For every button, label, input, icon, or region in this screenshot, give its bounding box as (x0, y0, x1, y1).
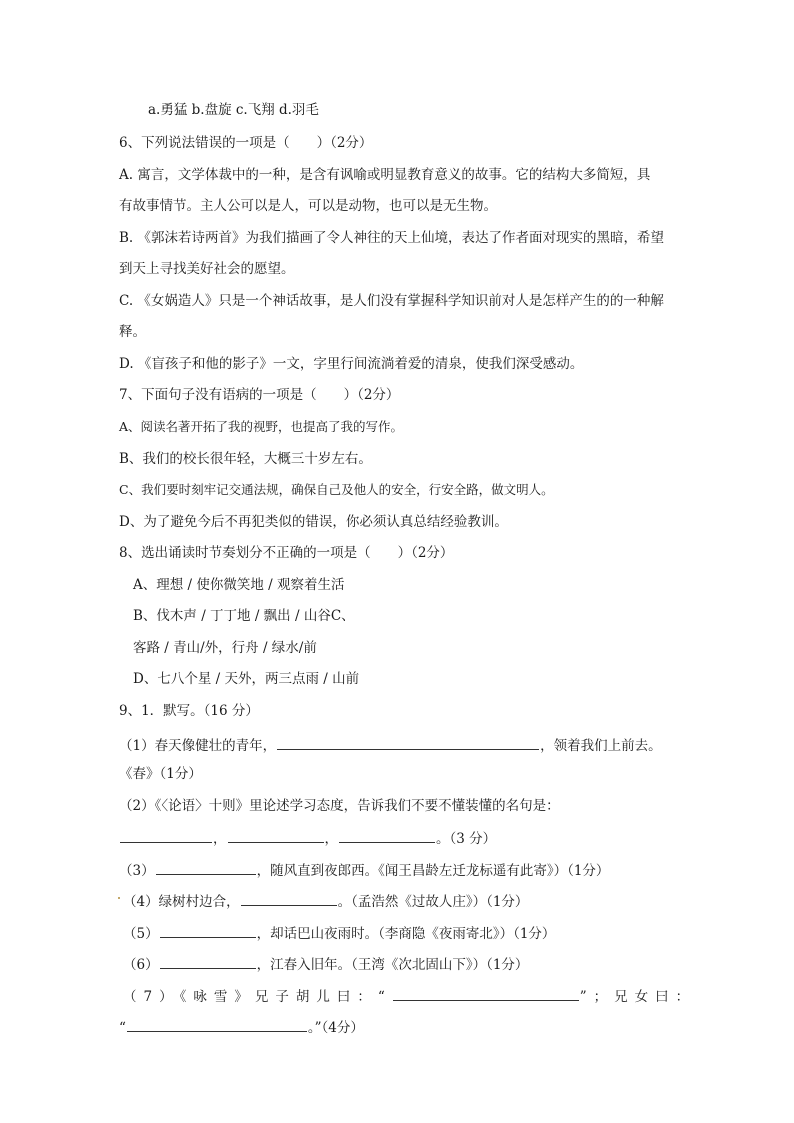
q9-item6-pre: （6） (123, 957, 159, 973)
q8-option-b: B、伐木声 / 丁丁地 / 飘出 / 山谷C、 (133, 608, 355, 624)
q6-option-c-line2: 释。 (119, 324, 146, 340)
q9-item6 (123, 954, 528, 974)
q9-item3-pre: （3） (119, 863, 155, 879)
q9-item1 (119, 735, 662, 755)
q9-item7-pre: （7）《咏雪》兄子胡儿曰：“ (123, 989, 392, 1005)
q6-option-a-line2: 有故事情节。主人公可以是人，可以是动物，也可以是无生物。 (119, 198, 497, 214)
q7-option-a: A、阅读名著开拓了我的视野，也提高了我的写作。 (119, 419, 404, 434)
q8-option-c: 客路 / 青山/外，行舟 / 绿水/前 (133, 640, 317, 656)
answer-blank[interactable] (127, 1017, 307, 1032)
answer-blank[interactable] (339, 828, 435, 843)
q9-item3 (119, 860, 609, 880)
q9-item1-pre: （1）春天像健壮的青年， (119, 738, 277, 754)
answer-blank[interactable] (277, 735, 539, 750)
q9-item7b-post: 。”（4分） (307, 1020, 364, 1036)
q5-options: a.勇猛 b.盘旋 c.飞翔 d.羽毛 (148, 102, 319, 118)
q9-item5-pre: （5） (123, 926, 159, 942)
q9-item5-post: ，却话巴山夜雨时。（李商隐《夜雨寄北》）（1分） (256, 926, 556, 942)
q9-item3-post: ，随风直到夜郎西。《闻王昌龄左迁龙标遥有此寄》）（1分） (256, 863, 610, 879)
q9-item2-blanks (119, 828, 496, 848)
q7-option-d: D、为了避免今后不再犯类似的错误，你必须认真总结经验教训。 (119, 514, 508, 530)
q9-item5 (123, 923, 555, 943)
answer-blank[interactable] (156, 860, 256, 875)
q6-option-b-line1: B. 《郭沫若诗两首》为我们描画了令人神往的天上仙境，表达了作者面对现实的黑暗，希望 (119, 230, 665, 246)
separator: ， (324, 831, 338, 847)
q8-option-d: D、七八个星 / 天外，两三点雨 / 山前 (133, 671, 360, 687)
q8-option-a: A、理想 / 使你微笑地 / 观察着生活 (133, 577, 345, 593)
q9-item2-end: 。（3 分） (436, 831, 497, 847)
answer-blank[interactable] (160, 923, 256, 938)
answer-blank[interactable] (393, 986, 579, 1001)
q7-stem: 7、下面句子没有语病的一项是（ ）（2分） (119, 387, 400, 403)
answer-blank[interactable] (120, 828, 212, 843)
q6-option-a-line1: A. 寓言，文学体裁中的一种，是含有讽喻或明显教育意义的故事。它的结构大多简短，具 (119, 167, 651, 183)
q6-stem: 6、下列说法错误的一项是（ ）（2分） (119, 135, 373, 151)
q9-item2-text: （2）《〈论语〉十则》里论述学习态度，告诉我们不要不懂装懂的名句是： (119, 798, 560, 814)
q7-option-b: B、我们的校长很年轻，大概三十岁左右。 (119, 451, 372, 467)
answer-blank[interactable] (160, 954, 256, 969)
answer-blank[interactable] (241, 891, 337, 906)
q9-item6-post: ，江春入旧年。（王湾《次北固山下》）（1分） (256, 957, 529, 973)
answer-blank[interactable] (228, 828, 324, 843)
q9-item7b-pre: “ (119, 1020, 126, 1036)
q8-stem: 8、选出诵读时节奏划分不正确的一项是（ ）（2分） (119, 545, 454, 561)
q9-item4-post: 。（孟浩然《过故人庄》）（1分） (337, 894, 529, 910)
q9-stem: 9、1．默写。（16 分） (119, 703, 259, 719)
q9-item1-source: 《春》（1分） (119, 766, 202, 782)
q6-option-c-line1: C. 《女娲造人》只是一个神话故事，是人们没有掌握科学知识前对人是怎样产生的的一种解 (119, 293, 664, 309)
q9-item7-line2 (119, 1017, 364, 1037)
q9-item4-pre: （4）绿树村边合， (123, 894, 240, 910)
q9-item4 (123, 891, 528, 911)
q6-option-b-line2: 到天上寻找美好社会的愿望。 (119, 261, 295, 277)
separator: ， (213, 831, 227, 847)
q9-item7-line1 (123, 986, 696, 1006)
q7-option-c: C、我们要时刻牢记交通法规，确保自己及他人的安全，行安全路，做文明人。 (119, 482, 554, 497)
decorative-dot (118, 897, 120, 899)
q9-item7-mid: ”；兄女曰： (579, 989, 697, 1005)
q9-item1-post: ，领着我们上前去。 (540, 738, 662, 754)
q6-option-d: D. 《盲孩子和他的影子》一文，字里行间流淌着爱的清泉，使我们深受感动。 (119, 356, 584, 372)
